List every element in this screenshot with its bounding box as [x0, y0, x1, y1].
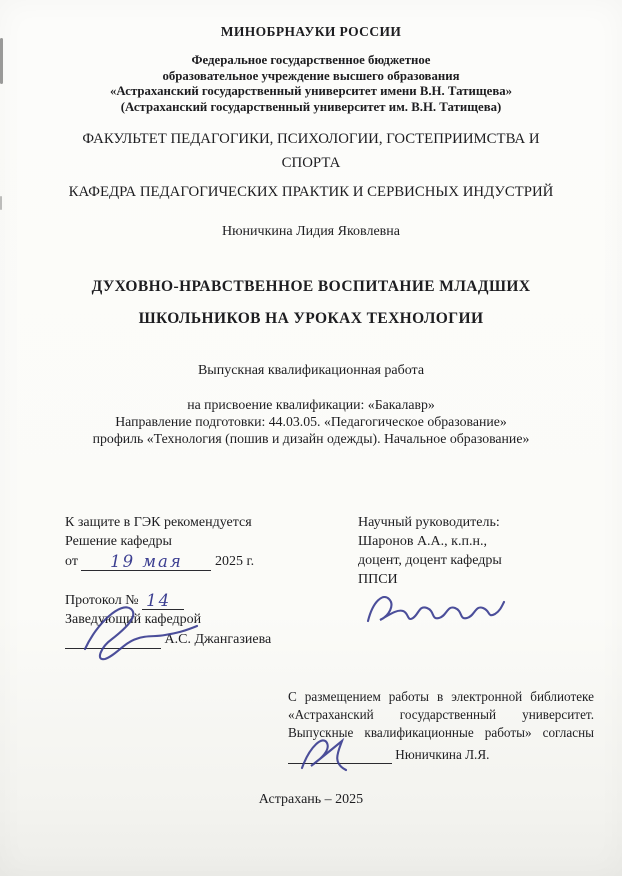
institution-line: «Астраханский государственный университет имени В.Н. Татищева»	[109, 84, 513, 98]
consent-signature-row	[288, 744, 594, 764]
thesis-title-line1: ДУХОВНО-НРАВСТВЕННОЕ ВОСПИТАНИЕ МЛАДШИХ	[91, 278, 531, 295]
consent-line: «Астраханский государственный университет.	[288, 707, 594, 722]
department-name: КАФЕДРА ПЕДАГОГИЧЕСКИХ ПРАКТИК И СЕРВИСНЫХ ИНДУСТРИЙ	[68, 184, 554, 200]
protocol-fill-line	[142, 590, 184, 610]
approval-decision: Решение кафедры	[65, 534, 172, 549]
qualification-line: на присвоение квалификации: «Бакалавр»	[187, 397, 435, 412]
head-name: А.С. Джангазиева	[164, 632, 272, 647]
approval-recommendation: К защите в ГЭК рекомендуется	[65, 515, 252, 530]
faculty-name: ФАКУЛЬТЕТ ПЕДАГОГИКИ, ПСИХОЛОГИИ, ГОСТЕПРИИМСТВА И СПОРТА	[82, 131, 540, 171]
handwritten-date: 19 мая	[110, 551, 183, 571]
supervisor-name: Шаронов А.А., к.п.н.,	[358, 534, 487, 549]
institution-name	[0, 53, 622, 115]
work-type: Выпускная квалификационная работа	[197, 363, 425, 378]
thesis-title-line2: ШКОЛЬНИКОВ НА УРОКАХ ТЕХНОЛОГИИ	[138, 310, 484, 327]
institution-line: (Астраханский государственный университет им. В.Н. Татищева)	[120, 99, 502, 114]
head-title: Заведующий кафедрой	[65, 612, 202, 627]
protocol-label: Протокол №	[65, 593, 139, 608]
qualification-line: Направление подготовки: 44.03.05. «Педагогическое образование»	[115, 413, 507, 429]
handwritten-protocol-number: 14	[146, 590, 172, 610]
supervisor-department: ППСИ	[358, 572, 398, 587]
head-signature-line	[65, 629, 161, 649]
qualification-block	[0, 397, 622, 447]
consent-line: Выпускные квалификационные работы» согласны	[288, 725, 594, 740]
author-name: Нюничкина Лидия Яковлевна	[221, 224, 400, 239]
qualification-line: профиль «Технология (пошив и дизайн одежды). Начальное образование»	[92, 430, 530, 446]
thesis-title	[0, 271, 622, 335]
head-signature-row	[65, 629, 305, 649]
institution-line: Федеральное государственное бюджетное	[191, 53, 431, 67]
consent-signature-line	[288, 744, 392, 764]
approval-date-prefix: от	[65, 554, 78, 569]
approval-block	[65, 513, 305, 649]
supervisor-position: доцент, доцент кафедры	[358, 553, 502, 568]
institution-line: образовательное учреждение высшего образования	[162, 68, 460, 83]
consent-signatory: Нюничкина Л.Я.	[395, 747, 490, 762]
supervisor-signature-ink	[364, 585, 506, 631]
consent-block	[288, 688, 594, 764]
date-fill-line	[81, 551, 211, 571]
ministry-name: МИНОБРНАУКИ РОССИИ	[220, 24, 402, 39]
city-year: Астрахань – 2025	[258, 792, 364, 807]
approval-date-suffix: 2025 г.	[214, 554, 255, 569]
supervisor-label: Научный руководитель:	[358, 515, 500, 530]
consent-line: С размещением работы в электронной библиотеке	[288, 689, 594, 704]
spacer	[65, 571, 305, 590]
protocol-row	[65, 590, 305, 610]
supervisor-block	[358, 513, 603, 589]
approval-date-row	[65, 551, 305, 571]
